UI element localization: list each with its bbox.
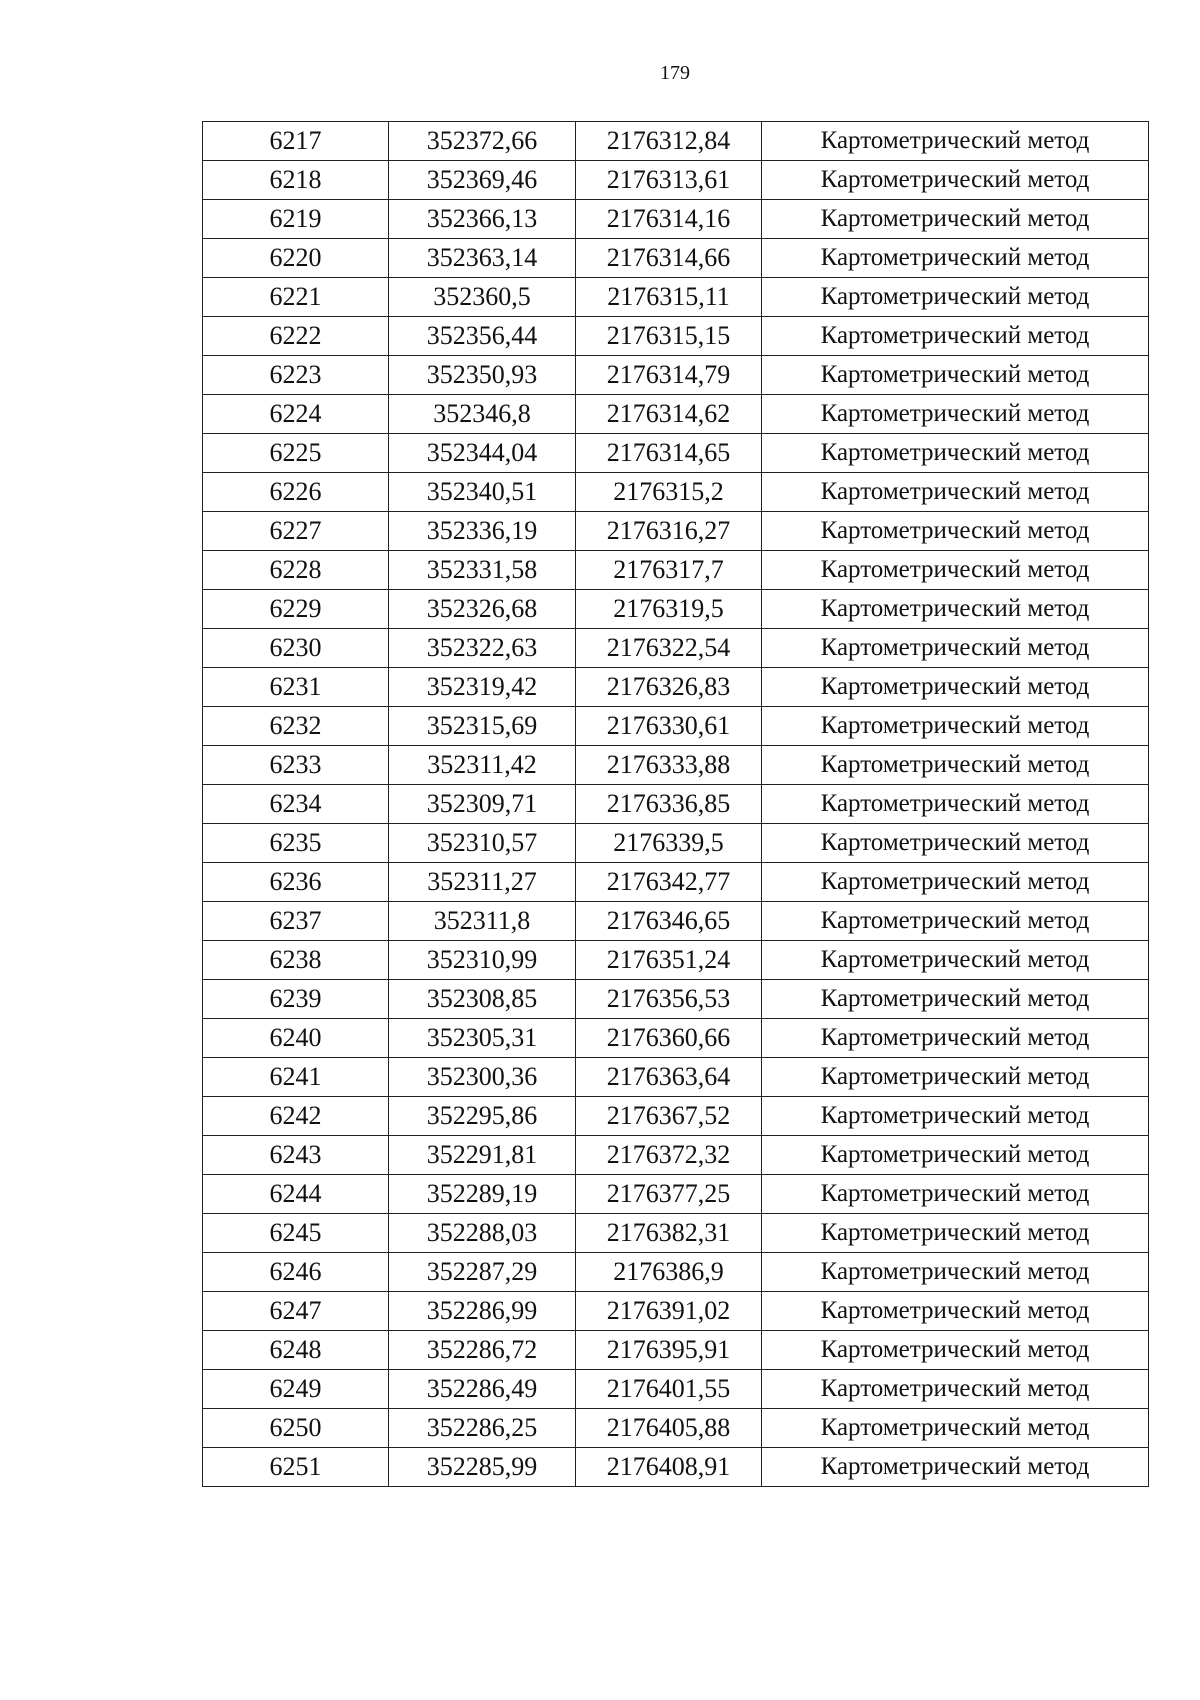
x-coordinate-cell: 352300,36 — [389, 1058, 576, 1097]
point-number-cell: 6217 — [203, 122, 389, 161]
y-coordinate-cell: 2176339,5 — [576, 824, 762, 863]
method-cell: Картометрический метод — [762, 668, 1149, 707]
x-coordinate-cell: 352331,58 — [389, 551, 576, 590]
x-coordinate-cell: 352286,72 — [389, 1331, 576, 1370]
table-row — [203, 824, 1149, 863]
method-cell: Картометрический метод — [762, 746, 1149, 785]
point-number-cell: 6222 — [203, 317, 389, 356]
x-coordinate-cell: 352295,86 — [389, 1097, 576, 1136]
method-cell: Картометрический метод — [762, 434, 1149, 473]
x-coordinate-cell: 352286,99 — [389, 1292, 576, 1331]
table-row — [203, 1214, 1149, 1253]
x-coordinate-cell: 352286,49 — [389, 1370, 576, 1409]
point-number-cell: 6248 — [203, 1331, 389, 1370]
method-cell: Картометрический метод — [762, 512, 1149, 551]
x-coordinate-cell: 352287,29 — [389, 1253, 576, 1292]
table-row — [203, 551, 1149, 590]
table-row — [203, 746, 1149, 785]
point-number-cell: 6235 — [203, 824, 389, 863]
method-cell: Картометрический метод — [762, 239, 1149, 278]
method-cell: Картометрический метод — [762, 1253, 1149, 1292]
table-row — [203, 941, 1149, 980]
point-number-cell: 6221 — [203, 278, 389, 317]
method-cell: Картометрический метод — [762, 473, 1149, 512]
method-cell: Картометрический метод — [762, 1331, 1149, 1370]
table-row — [203, 512, 1149, 551]
point-number-cell: 6246 — [203, 1253, 389, 1292]
coordinates-table-body — [203, 122, 1149, 1487]
point-number-cell: 6244 — [203, 1175, 389, 1214]
page-number: 179 — [660, 62, 690, 84]
method-cell: Картометрический метод — [762, 941, 1149, 980]
y-coordinate-cell: 2176313,61 — [576, 161, 762, 200]
y-coordinate-cell: 2176336,85 — [576, 785, 762, 824]
y-coordinate-cell: 2176346,65 — [576, 902, 762, 941]
point-number-cell: 6229 — [203, 590, 389, 629]
x-coordinate-cell: 352369,46 — [389, 161, 576, 200]
method-cell: Картометрический метод — [762, 629, 1149, 668]
table-row — [203, 395, 1149, 434]
x-coordinate-cell: 352360,5 — [389, 278, 576, 317]
y-coordinate-cell: 2176408,91 — [576, 1448, 762, 1487]
x-coordinate-cell: 352311,27 — [389, 863, 576, 902]
y-coordinate-cell: 2176315,15 — [576, 317, 762, 356]
method-cell: Картометрический метод — [762, 395, 1149, 434]
point-number-cell: 6238 — [203, 941, 389, 980]
y-coordinate-cell: 2176326,83 — [576, 668, 762, 707]
x-coordinate-cell: 352285,99 — [389, 1448, 576, 1487]
point-number-cell: 6219 — [203, 200, 389, 239]
table-row — [203, 668, 1149, 707]
y-coordinate-cell: 2176319,5 — [576, 590, 762, 629]
point-number-cell: 6226 — [203, 473, 389, 512]
method-cell: Картометрический метод — [762, 1292, 1149, 1331]
x-coordinate-cell: 352305,31 — [389, 1019, 576, 1058]
point-number-cell: 6223 — [203, 356, 389, 395]
x-coordinate-cell: 352315,69 — [389, 707, 576, 746]
x-coordinate-cell: 352310,57 — [389, 824, 576, 863]
method-cell: Картометрический метод — [762, 1136, 1149, 1175]
point-number-cell: 6242 — [203, 1097, 389, 1136]
y-coordinate-cell: 2176333,88 — [576, 746, 762, 785]
y-coordinate-cell: 2176312,84 — [576, 122, 762, 161]
y-coordinate-cell: 2176314,65 — [576, 434, 762, 473]
y-coordinate-cell: 2176317,7 — [576, 551, 762, 590]
point-number-cell: 6245 — [203, 1214, 389, 1253]
method-cell: Картометрический метод — [762, 590, 1149, 629]
x-coordinate-cell: 352322,63 — [389, 629, 576, 668]
y-coordinate-cell: 2176322,54 — [576, 629, 762, 668]
y-coordinate-cell: 2176356,53 — [576, 980, 762, 1019]
y-coordinate-cell: 2176314,79 — [576, 356, 762, 395]
x-coordinate-cell: 352363,14 — [389, 239, 576, 278]
table-row — [203, 1253, 1149, 1292]
point-number-cell: 6224 — [203, 395, 389, 434]
method-cell: Картометрический метод — [762, 551, 1149, 590]
x-coordinate-cell: 352336,19 — [389, 512, 576, 551]
table-row — [203, 902, 1149, 941]
x-coordinate-cell: 352309,71 — [389, 785, 576, 824]
method-cell: Картометрический метод — [762, 1097, 1149, 1136]
table-row — [203, 473, 1149, 512]
point-number-cell: 6225 — [203, 434, 389, 473]
point-number-cell: 6232 — [203, 707, 389, 746]
y-coordinate-cell: 2176372,32 — [576, 1136, 762, 1175]
table-row — [203, 863, 1149, 902]
method-cell: Картометрический метод — [762, 1409, 1149, 1448]
point-number-cell: 6243 — [203, 1136, 389, 1175]
y-coordinate-cell: 2176405,88 — [576, 1409, 762, 1448]
table-row — [203, 122, 1149, 161]
x-coordinate-cell: 352356,44 — [389, 317, 576, 356]
point-number-cell: 6234 — [203, 785, 389, 824]
y-coordinate-cell: 2176342,77 — [576, 863, 762, 902]
table-row — [203, 1097, 1149, 1136]
point-number-cell: 6251 — [203, 1448, 389, 1487]
method-cell: Картометрический метод — [762, 161, 1149, 200]
y-coordinate-cell: 2176315,2 — [576, 473, 762, 512]
table-row — [203, 278, 1149, 317]
point-number-cell: 6250 — [203, 1409, 389, 1448]
x-coordinate-cell: 352291,81 — [389, 1136, 576, 1175]
y-coordinate-cell: 2176401,55 — [576, 1370, 762, 1409]
point-number-cell: 6249 — [203, 1370, 389, 1409]
y-coordinate-cell: 2176395,91 — [576, 1331, 762, 1370]
table-row — [203, 434, 1149, 473]
x-coordinate-cell: 352319,42 — [389, 668, 576, 707]
table-row — [203, 980, 1149, 1019]
x-coordinate-cell: 352346,8 — [389, 395, 576, 434]
method-cell: Картометрический метод — [762, 278, 1149, 317]
method-cell: Картометрический метод — [762, 317, 1149, 356]
method-cell: Картометрический метод — [762, 824, 1149, 863]
table-row — [203, 239, 1149, 278]
y-coordinate-cell: 2176367,52 — [576, 1097, 762, 1136]
method-cell: Картометрический метод — [762, 1019, 1149, 1058]
point-number-cell: 6233 — [203, 746, 389, 785]
table-row — [203, 1370, 1149, 1409]
x-coordinate-cell: 352372,66 — [389, 122, 576, 161]
table-row — [203, 590, 1149, 629]
table-row — [203, 1409, 1149, 1448]
y-coordinate-cell: 2176314,16 — [576, 200, 762, 239]
coordinates-table — [202, 121, 1149, 1487]
table-row — [203, 200, 1149, 239]
table-row — [203, 629, 1149, 668]
y-coordinate-cell: 2176377,25 — [576, 1175, 762, 1214]
point-number-cell: 6247 — [203, 1292, 389, 1331]
method-cell: Картометрический метод — [762, 1175, 1149, 1214]
y-coordinate-cell: 2176363,64 — [576, 1058, 762, 1097]
table-row — [203, 1136, 1149, 1175]
x-coordinate-cell: 352311,8 — [389, 902, 576, 941]
x-coordinate-cell: 352340,51 — [389, 473, 576, 512]
x-coordinate-cell: 352288,03 — [389, 1214, 576, 1253]
point-number-cell: 6218 — [203, 161, 389, 200]
x-coordinate-cell: 352308,85 — [389, 980, 576, 1019]
table-row — [203, 707, 1149, 746]
y-coordinate-cell: 2176314,62 — [576, 395, 762, 434]
method-cell: Картометрический метод — [762, 980, 1149, 1019]
point-number-cell: 6228 — [203, 551, 389, 590]
point-number-cell: 6240 — [203, 1019, 389, 1058]
y-coordinate-cell: 2176382,31 — [576, 1214, 762, 1253]
method-cell: Картометрический метод — [762, 200, 1149, 239]
x-coordinate-cell: 352286,25 — [389, 1409, 576, 1448]
table-row — [203, 161, 1149, 200]
method-cell: Картометрический метод — [762, 1448, 1149, 1487]
method-cell: Картометрический метод — [762, 356, 1149, 395]
y-coordinate-cell: 2176314,66 — [576, 239, 762, 278]
point-number-cell: 6227 — [203, 512, 389, 551]
y-coordinate-cell: 2176315,11 — [576, 278, 762, 317]
point-number-cell: 6236 — [203, 863, 389, 902]
y-coordinate-cell: 2176360,66 — [576, 1019, 762, 1058]
point-number-cell: 6241 — [203, 1058, 389, 1097]
method-cell: Картометрический метод — [762, 785, 1149, 824]
x-coordinate-cell: 352350,93 — [389, 356, 576, 395]
x-coordinate-cell: 352344,04 — [389, 434, 576, 473]
point-number-cell: 6220 — [203, 239, 389, 278]
method-cell: Картометрический метод — [762, 122, 1149, 161]
point-number-cell: 6231 — [203, 668, 389, 707]
method-cell: Картометрический метод — [762, 1370, 1149, 1409]
table-row — [203, 1019, 1149, 1058]
y-coordinate-cell: 2176391,02 — [576, 1292, 762, 1331]
table-row — [203, 1058, 1149, 1097]
method-cell: Картометрический метод — [762, 1058, 1149, 1097]
method-cell: Картометрический метод — [762, 1214, 1149, 1253]
method-cell: Картометрический метод — [762, 902, 1149, 941]
method-cell: Картометрический метод — [762, 863, 1149, 902]
y-coordinate-cell: 2176351,24 — [576, 941, 762, 980]
x-coordinate-cell: 352311,42 — [389, 746, 576, 785]
y-coordinate-cell: 2176386,9 — [576, 1253, 762, 1292]
point-number-cell: 6230 — [203, 629, 389, 668]
table-row — [203, 317, 1149, 356]
x-coordinate-cell: 352326,68 — [389, 590, 576, 629]
y-coordinate-cell: 2176330,61 — [576, 707, 762, 746]
table-row — [203, 1292, 1149, 1331]
x-coordinate-cell: 352366,13 — [389, 200, 576, 239]
method-cell: Картометрический метод — [762, 707, 1149, 746]
table-row — [203, 1175, 1149, 1214]
table-row — [203, 785, 1149, 824]
table-row — [203, 1331, 1149, 1370]
table-row — [203, 1448, 1149, 1487]
table-row — [203, 356, 1149, 395]
y-coordinate-cell: 2176316,27 — [576, 512, 762, 551]
point-number-cell: 6239 — [203, 980, 389, 1019]
point-number-cell: 6237 — [203, 902, 389, 941]
x-coordinate-cell: 352289,19 — [389, 1175, 576, 1214]
x-coordinate-cell: 352310,99 — [389, 941, 576, 980]
